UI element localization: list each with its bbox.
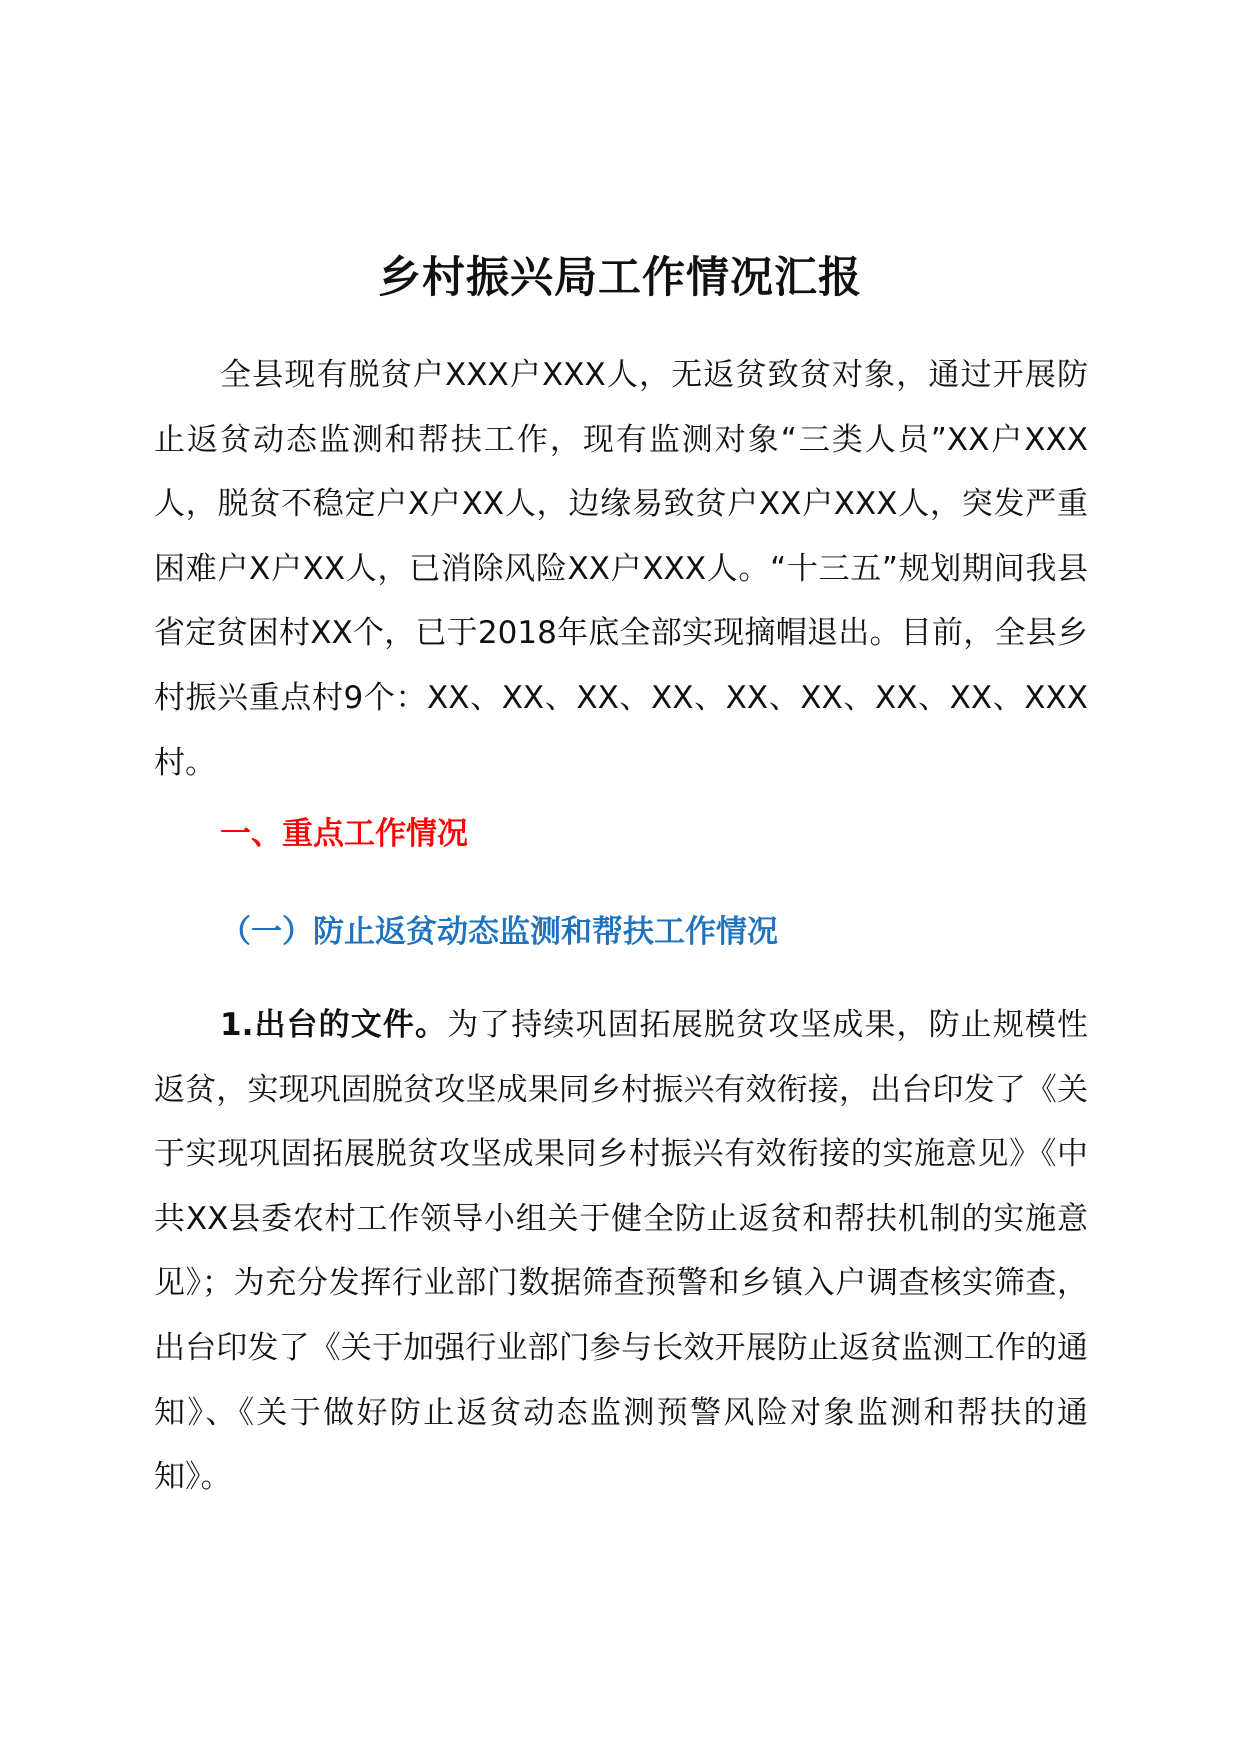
document-title: 乡村振兴局工作情况汇报 [378, 253, 862, 303]
intro-paragraph: 全县现有脱贫户XXX户XXX人，无返贫致贫对象，通过开展防止返贫动态监测和帮扶工作，现有监测对象“三类人员”XX户XXX人，脱贫不稳定户X户XX人，边缘易致贫户XX户XXX人，突发严重困难户X户XX人，已消除风险XX户XXX人。“十三五”规划期间我县省定贫困村XX个，已于2018年底全部实现摘帽退出。目前，全县乡村振兴重点村9个：XX、XX、XX、XX、XX、XX、XX、XX、XXX村。 [154, 357, 1088, 781]
item-paragraph [154, 993, 1088, 1510]
subsection-heading: （一）防止返贫动态监测和帮扶工作情况 [220, 914, 778, 950]
section-heading: 一、重点工作情况 [220, 816, 468, 852]
item-lead: 1.出台的文件。 [220, 1007, 448, 1043]
item-body: 为了持续巩固拓展脱贫攻坚成果，防止规模性返贫，实现巩固脱贫攻坚成果同乡村振兴有效衔接，出台印发了《关于实现巩固拓展脱贫攻坚成果同乡村振兴有效衔接的实施意见》《中共XX县委农村工作领导小组关于健全防止返贫和帮扶机制的实施意见》；为充分发挥行业部门数据筛查预警和乡镇入户调查核实筛查，出台印发了《关于加强行业部门参与长效开展防止返贫监测工作的通知》、《关于做好防止返贫动态监测预警风险对象监测和帮扶的通知》。 [154, 1007, 1088, 1496]
